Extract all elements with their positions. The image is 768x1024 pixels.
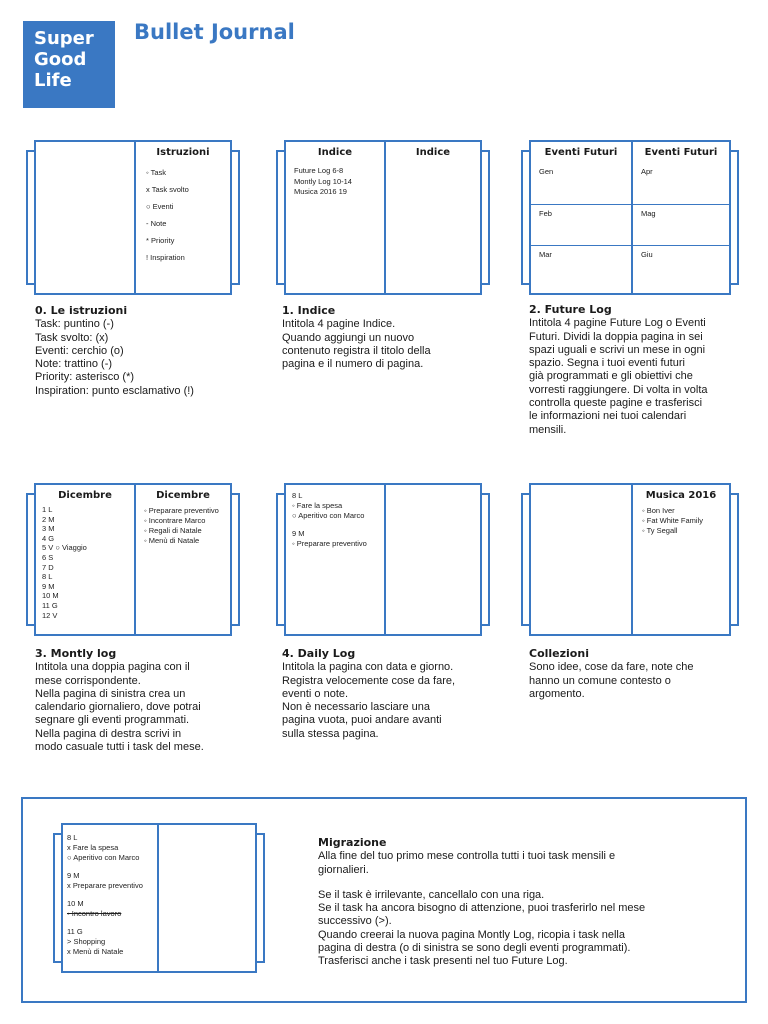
month-cell: Gen <box>539 167 554 176</box>
book-future-log <box>521 140 739 295</box>
section-line: Intitola una doppia pagina con il <box>35 661 190 674</box>
list-item: ◦ Regali di Natale <box>144 526 202 535</box>
book-collezioni <box>521 483 739 636</box>
list-item <box>67 891 157 899</box>
list-item <box>67 919 157 927</box>
list-item: 8 L <box>67 833 78 842</box>
list-item: x Fare la spesa <box>67 843 119 852</box>
section-line: Trasferisci anche i task presenti nel tuo Future Log. <box>318 955 568 968</box>
section-heading: 0. Le istruzioni <box>35 304 128 317</box>
section-collezioni <box>529 647 694 701</box>
section-line: Nella pagina di destra scrivi in <box>35 727 182 740</box>
right-page <box>384 483 482 636</box>
book-daily-log <box>276 483 490 636</box>
right-page <box>134 483 232 636</box>
section-line: Registra velocemente cose da fare, <box>282 674 456 687</box>
list-item: ◦ Preparare preventivo <box>144 506 219 515</box>
list-item: 11 G <box>67 927 83 936</box>
day-row: 8 L <box>42 572 53 582</box>
section-line: Nella pagina di sinistra crea un <box>35 687 186 700</box>
section-line: Intitola 4 pagine Future Log o Eventi <box>529 317 706 330</box>
section-line: Intitola la pagina con data e giorno. <box>282 661 454 674</box>
list-item: ◦ Menù di Natale <box>144 536 200 545</box>
book-monthly-log <box>26 483 240 636</box>
section-line: Sono idee, cose da fare, note che <box>529 661 694 674</box>
list-item: > Shopping <box>67 937 106 946</box>
page-heading: Indice <box>415 147 451 158</box>
section-line: Inspiration: punto esclamativo (!) <box>35 384 194 397</box>
left-page <box>284 140 386 295</box>
section-line: Se il task ha ancora bisogno di attenzione, puoi trasferirlo nel mese <box>318 902 646 915</box>
section-line: già programmati e gli obiettivi che <box>529 370 693 383</box>
section-line: argomento. <box>529 687 585 700</box>
month-cell: Mag <box>633 204 729 245</box>
list-item: ◦ Fare la spesa <box>292 501 343 510</box>
section-line: Se il task è irrilevante, cancellalo con una riga. <box>318 888 545 901</box>
month-cell: Mar <box>531 245 631 286</box>
day-row: 9 M <box>42 581 55 591</box>
section-daily-log <box>282 647 455 741</box>
section-line: Eventi: cerchio (o) <box>35 344 124 357</box>
list-item: ◦ Incontrare Marco <box>144 516 206 525</box>
book-indice <box>276 140 490 295</box>
section-line: Quando aggiungi un nuovo <box>282 331 415 344</box>
section-line: eventi o note. <box>282 687 349 700</box>
list-item: ○ Aperitivo con Marco <box>67 853 140 862</box>
day-row: 3 M <box>42 524 55 534</box>
list-item-struck: ◦ Incontro lavoro <box>67 909 122 918</box>
page-heading: Istruzioni <box>156 147 210 158</box>
day-row: 10 M <box>42 591 59 601</box>
section-line: Alla fine del tuo primo mese controlla tutti i tuoi task mensili e <box>318 850 616 863</box>
section-migrazione <box>318 836 645 969</box>
logo-line: Life <box>34 70 72 91</box>
list-item: ◦ Preparare preventivo <box>292 539 367 548</box>
section-line: vorresti raggiungere. Di volta in volta <box>529 383 708 396</box>
day-row: 7 D <box>42 562 54 572</box>
month-cell: Giu <box>633 245 729 286</box>
day-row: 1 L <box>42 505 53 514</box>
section-monthly-log <box>35 647 204 754</box>
section-line: pagina vuota, puoi andare avanti <box>282 714 442 727</box>
page-heading: Eventi Futuri <box>644 147 718 158</box>
section-line: successivo (>). <box>318 915 392 928</box>
section-line: spazi uguali e scrivi un mese in ogni <box>529 343 706 356</box>
section-heading: 1. Indice <box>282 304 336 317</box>
page-heading: Dicembre <box>156 490 210 501</box>
logo-line: Good <box>34 49 87 70</box>
list-item: 10 M <box>67 899 84 908</box>
section-line: calendario giornaliero, dove potrai <box>35 701 201 714</box>
section-line <box>318 877 645 889</box>
list-item: * Priority <box>146 236 175 245</box>
section-future-log <box>529 303 708 437</box>
page-heading: Indice <box>317 147 353 158</box>
right-page <box>631 483 731 636</box>
section-line: hanno un comune contesto o <box>529 674 671 687</box>
left-page <box>529 483 633 636</box>
section-line: Futuri. Dividi la doppia pagina in sei <box>529 330 703 343</box>
book-istruzioni <box>26 140 240 295</box>
section-line: Non è necessario lasciare una <box>282 701 430 714</box>
list-item: 9 M <box>67 871 80 880</box>
left-page <box>284 483 386 636</box>
section-line: Task: puntino (-) <box>35 318 114 331</box>
section-istruzioni <box>35 304 194 398</box>
page-heading: Dicembre <box>58 490 112 501</box>
section-line: mese corrispondente. <box>35 674 141 687</box>
day-row: 2 M <box>42 514 55 524</box>
day-row: 4 G <box>42 533 55 543</box>
left-page <box>34 140 136 295</box>
logo <box>23 21 115 108</box>
section-line: Task svolto: (x) <box>35 331 109 344</box>
list-item <box>292 521 384 529</box>
section-indice <box>282 304 431 371</box>
section-line: giornalieri. <box>318 863 369 876</box>
section-line: modo casuale tutti i task del mese. <box>35 741 204 754</box>
right-page <box>384 140 482 295</box>
logo-line: Super <box>34 28 94 49</box>
section-line: Intitola 4 pagine Indice. <box>282 318 396 331</box>
list-item: ○ Eventi <box>146 202 174 211</box>
right-page <box>134 140 232 295</box>
right-page <box>631 140 731 295</box>
section-line: segnare gli eventi programmati. <box>35 714 190 727</box>
month-cell: Apr <box>641 167 653 176</box>
section-line: mensili. <box>529 423 567 436</box>
list-item: x Menù di Natale <box>67 947 124 956</box>
day-row: 5 V ○ Viaggio <box>42 543 87 553</box>
list-item: Future Log 6-8 <box>294 166 344 175</box>
list-item: ◦ Ty Segall <box>642 526 678 535</box>
list-item: x Task svolto <box>146 185 189 194</box>
section-line: spazio. Segna i tuoi eventi futuri <box>529 357 685 370</box>
month-cell: Feb <box>531 204 631 245</box>
list-item: ◦ Task <box>146 168 167 177</box>
section-line: pagina e il numero di pagina. <box>282 358 424 371</box>
section-line: contenuto registra il titolo della <box>282 344 431 357</box>
day-row: 6 S <box>42 552 54 562</box>
section-line: pagina di destra (o di sinistra se sono degli eventi programmati). <box>318 942 631 955</box>
list-item: x Preparare preventivo <box>67 881 143 890</box>
list-item: Montly Log 10-14 <box>294 176 352 186</box>
list-item: Musica 2016 19 <box>294 187 347 196</box>
section-heading: 4. Daily Log <box>282 647 356 660</box>
list-item: ◦ Fat White Family <box>642 516 703 525</box>
section-heading: 3. Montly log <box>35 647 117 660</box>
section-line: sulla stessa pagina. <box>282 727 379 740</box>
section-line: Quando creerai la nuova pagina Montly Log, ricopia i task nella <box>318 928 625 941</box>
book-migrazione <box>53 823 265 973</box>
section-heading: 2. Future Log <box>529 303 612 316</box>
left-page <box>61 823 159 973</box>
right-page <box>157 823 257 973</box>
left-page <box>34 483 136 636</box>
page-heading: Musica 2016 <box>645 490 717 501</box>
list-item: ! Inspiration <box>146 253 185 262</box>
day-row: 11 G <box>42 600 58 610</box>
list-item: 9 M <box>292 529 305 538</box>
section-heading: Collezioni <box>529 647 589 660</box>
list-item: 8 L <box>292 491 303 500</box>
section-heading: Migrazione <box>318 836 387 849</box>
list-item: ○ Aperitivo con Marco <box>292 511 365 520</box>
list-item: - Note <box>146 219 167 228</box>
section-line: Note: trattino (-) <box>35 358 113 371</box>
list-item <box>67 863 157 871</box>
page-heading: Eventi Futuri <box>544 147 618 158</box>
page-title: Bullet Journal <box>134 20 295 44</box>
day-row: 12 V <box>42 610 58 620</box>
section-line: le informazioni nei tuoi calendari <box>529 410 687 423</box>
section-line: controlla queste pagine e trasferisci <box>529 397 703 410</box>
left-page <box>529 140 633 295</box>
section-line: Priority: asterisco (*) <box>35 371 135 384</box>
list-item: ◦ Bon Iver <box>642 506 675 515</box>
